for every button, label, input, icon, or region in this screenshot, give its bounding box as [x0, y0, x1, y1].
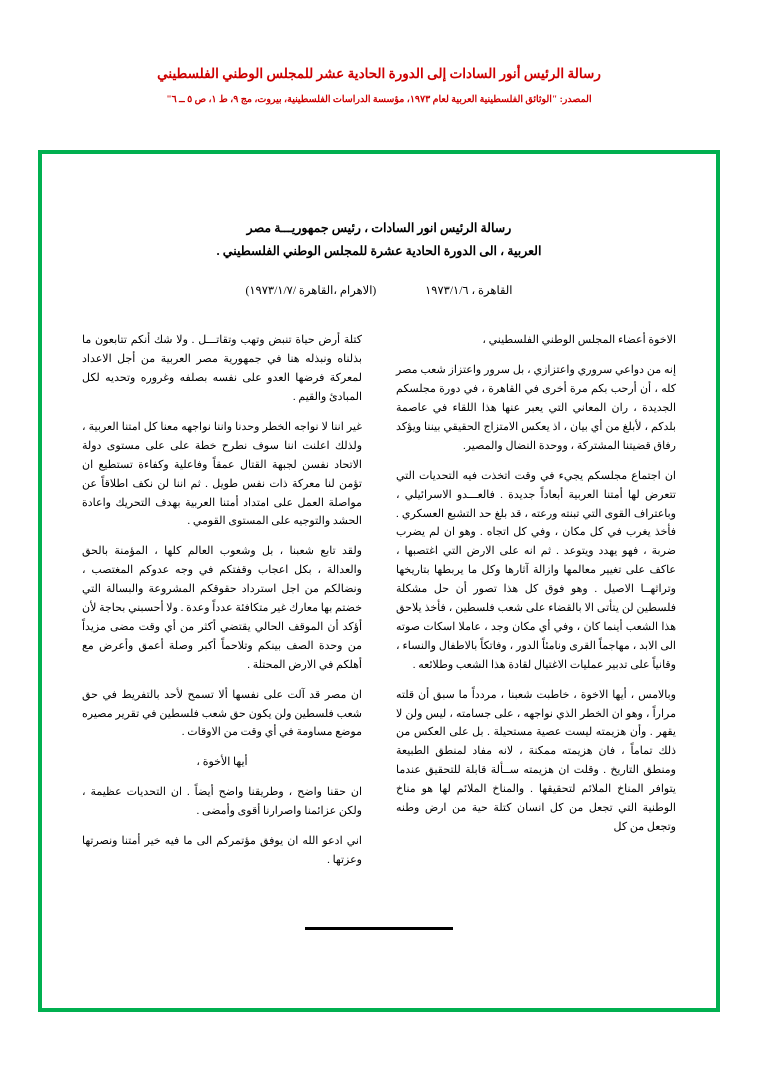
paragraph-salutation: أيها الأخوة ، — [196, 756, 248, 769]
page-title: رسالة الرئيس أنور السادات إلى الدورة الحادية عشر للمجلس الوطني الفلسطيني — [157, 66, 601, 81]
document-header — [0, 64, 758, 108]
dateline-citation: (الاهرام ،القاهرة /١٩٧٣/١/٧) — [245, 285, 377, 298]
letter-heading-line-2: العربية ، الى الدورة الحادية عشرة للمجلس الوطني الفلسطيني . — [216, 244, 542, 259]
letter-heading — [76, 217, 682, 263]
paragraph: ان حقنا واضح ، وطريقنا واضح أيضاً . ان التحديات عظيمة ، ولكن عزائمنا واصرارنا أقوى وأمضى . — [82, 786, 362, 818]
paragraph: كتلة أرض حياة تنبض وتهب وتقاتـــل . ولا شك أنكم تتابعون ما بذلناه ونبذله هنا في جمهورية مصر العربية من أجل الاعداد لمعركة فرضها العدو على نفسه بصلفه وغروره وتحديه لكل المبادئ والقيم . — [82, 334, 362, 403]
paragraph: غير اننا لا نواجه الخطر وحدنا واننا نواجهه معنا كل امتنا العربية ، ولذلك اعلنت اننا سوف نطرح خطة على على مستوى دولة الاتحاد نفسن لجبهة القتال عمقاً وفاعلية وكفاءة تستطيع ان تؤمن لنا معركة ذات نفس طويل . ثم اننا لن نكف اطلاقاً عن مواصلة العمل على امتداد أمتنا العربية بهدف التحريك واعادة الحشد والتوجيه على المستوى القومي . — [82, 420, 362, 528]
green-border-frame — [38, 150, 720, 1012]
dateline-place-date: القاهرة ، ١٩٧٣/١/٦ — [425, 285, 513, 298]
letter-heading-line-1: رسالة الرئيس انور السادات ، رئيس جمهوريـــة مصر — [246, 221, 512, 235]
paragraph: وبالامس ، أيها الاخوة ، خاطبت شعبنا ، مردداً ما سبق أن قلته مراراً ، وهو ان الخطر الذي نواجهه ، على جسامته ، ليس ولن لا يقهر . وأن هزيمته ليست عصية مستحيلة . بل على العكس من ذلك تماماً ، فان هزيمته ممكنة ، لانه مفاد لمنطق الطبيعة ومنطق التاريخ . وقلت ان هزيمته ســألة قابلة للتحقيق عندما يتوافر المناخ الملائم لتحقيقها . والمناخ الملائم لها هو مناخ الوطنية التي تجعل من كل انسان كتلة حية من ارض وطنه وتجعل من كل — [396, 688, 676, 833]
rule-line — [305, 927, 453, 930]
paragraph: إنه من دواعي سروري واعتزازي ، بل سرور واعتزاز شعب مصر كله ، أن أرحب بكم مرة أخرى في القاهرة ، في دورة مجلسكم الجديدة ، ران المعاني التي يعبر عنها هذا اللقاء في عاصمة بلدكم ، لأبلغ من أي بيان ، اذ يعكس الامتزاج الحقيقي بيننا ويؤكد رفاق قضيتنا المشتركة ، ووحدة النضال والمصير. — [396, 364, 676, 452]
source-citation: المصدر: "الوثائق الفلسطينية العربية لعام ١٩٧٣، مؤسسة الدراسات الفلسطينية، بيروت، مج ٩، ط ١، ص ٥ ــ ٦" — [166, 95, 592, 106]
paragraph: ان اجتماع مجلسكم يجيء في وقت اتخذت فيه التحديات التي تتعرض لها أمتنا العربية أبعاداً جديدة . فالعـــدو الاسرائيلي ، وباعتراف القوى التي تبنته ورعته ، قد بلغ حد التشبع العسكري . فأخذ يغرب في كل مكان ، وفي كل اتجاه . وهو ان لم يضرب ضربة ، فهو يهدد ويتوعد . ثم انه على الارض التي اغتصبها ، عاكف على تغيير معالمها وازالة آثارها وكل ما يربطها بتاريخها وتراثهــا الاصيل . وهو فوق كل هذا تصور أن حل مشكلة فلسطين لن يتأتى الا بالقضاء على شعب فلسطين ، فأخذ يلاحق هذا الشعب أينما كان ، وفي أي مكان وجد ، عاملا اسكات صوته الى الابد ، مهاجماً القرى ونامئاً الدور ، وفاتكاً بالاطفال والنساء ، وقانياً على تدبير عمليات الاغتيال لقادة هذا الشعب وطلائعه . — [396, 469, 676, 671]
paragraph: الاخوة أعضاء المجلس الوطني الفلسطيني ، — [482, 334, 676, 347]
text-columns — [76, 331, 682, 881]
paragraph: ان مصر قد آلت على نفسها ألا تسمح لأحد بالتفريط في حق شعب فلسطين ولن يكون حق شعب فلسطين في تقرير مصيره موضع مساومة في أي وقت من الاوقات . — [82, 688, 362, 739]
column-right — [396, 331, 676, 881]
document-body — [76, 209, 682, 988]
horizontal-rule — [76, 927, 682, 930]
column-left — [82, 331, 362, 881]
paragraph: اني ادعو الله ان يوفق مؤتمركم الى ما فيه خير أمتنا ونصرتها وعزتها . — [82, 835, 362, 866]
paragraph: ولقد تابع شعبنا ، بل وشعوب العالم كلها ، المؤمنة بالحق والعدالة ، بكل اعجاب وقفتكم في وجه عدوكم المغتصب ، ونضالكم من اجل استرداد حقوقكم المشروعة والبسالة التي خضتم بها معارك غير متكافئة عدداً وعدة . ولا أحسبني بحاجة لأن أؤكد أن الموقف الحالي يقتضي أكثر من أي وقت مضى مزيداً من وحدة الصف بينكم وتلاحماً أكبر وصلة أعمق وأعرض مع أهلكم في الارض المحتلة . — [82, 545, 362, 671]
dateline — [76, 283, 682, 297]
